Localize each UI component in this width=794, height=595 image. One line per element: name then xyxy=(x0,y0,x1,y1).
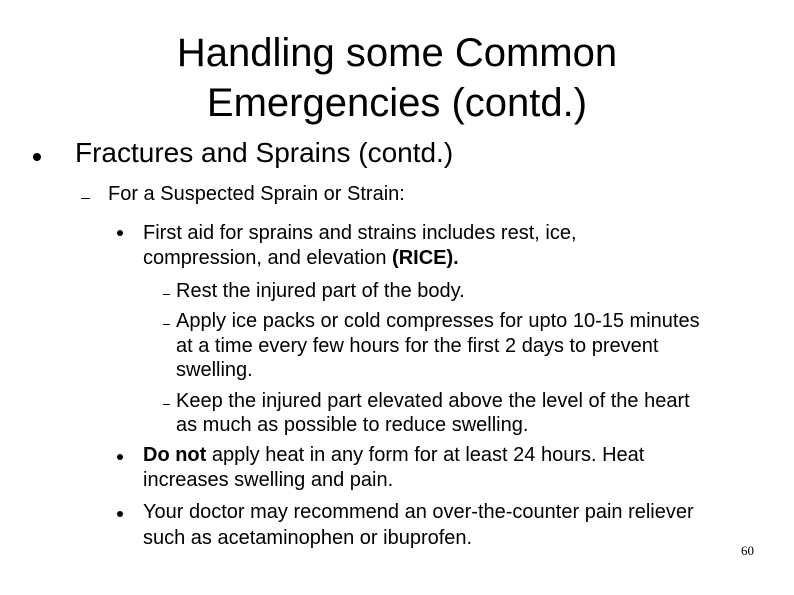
bullet-dot-icon xyxy=(33,153,41,161)
dash-icon xyxy=(163,324,170,325)
subitem-3-line-2: as much as possible to reduce swelling. xyxy=(176,414,529,436)
dash-icon xyxy=(81,198,90,199)
slide-title-line-2: Emergencies (contd.) xyxy=(206,81,588,125)
slide-title xyxy=(60,28,734,128)
subitem-1-line-1: Rest the injured part of the body. xyxy=(176,280,465,302)
bullet-1-line-1: First aid for sprains and strains includes rest, ice, xyxy=(143,222,577,244)
bullet-2-line-1-text: apply heat in any form for at least 24 hours. Heat xyxy=(206,444,645,466)
dash-icon xyxy=(163,404,170,405)
slide-title-line-1: Handling some Common xyxy=(176,31,618,75)
bullet-3-line-2: such as acetaminophen or ibuprofen. xyxy=(143,527,473,549)
subitem-2-line-2: at a time every few hours for the first 2 days to prevent xyxy=(176,335,659,357)
bullet-dot-icon xyxy=(117,454,123,460)
subitem-3-line-1: Keep the injured part elevated above the level of the heart xyxy=(176,390,690,412)
dash-icon xyxy=(163,294,170,295)
bullet-1-line-2-text: compression, and elevation xyxy=(143,247,393,269)
do-not-label: Do not xyxy=(143,444,207,466)
rice-label: (RICE). xyxy=(392,247,459,269)
bullet-3-line-1: Your doctor may recommend an over-the-counter pain reliever xyxy=(143,501,694,523)
bullet-2-line-2: increases swelling and pain. xyxy=(143,469,394,491)
bullet-2-line-1 xyxy=(143,443,644,468)
bullet-dot-icon xyxy=(117,511,123,517)
bullet-1-line-2 xyxy=(143,246,459,271)
page-number: 60 xyxy=(741,543,754,558)
subitem-2-line-1: Apply ice packs or cold compresses for upto 10-15 minutes xyxy=(176,310,700,332)
subitem-2-line-3: swelling. xyxy=(176,359,253,381)
bullet-dot-icon xyxy=(117,230,123,236)
level2-text: For a Suspected Sprain or Strain: xyxy=(108,183,405,205)
level1-text: Fractures and Sprains (contd.) xyxy=(75,137,454,168)
